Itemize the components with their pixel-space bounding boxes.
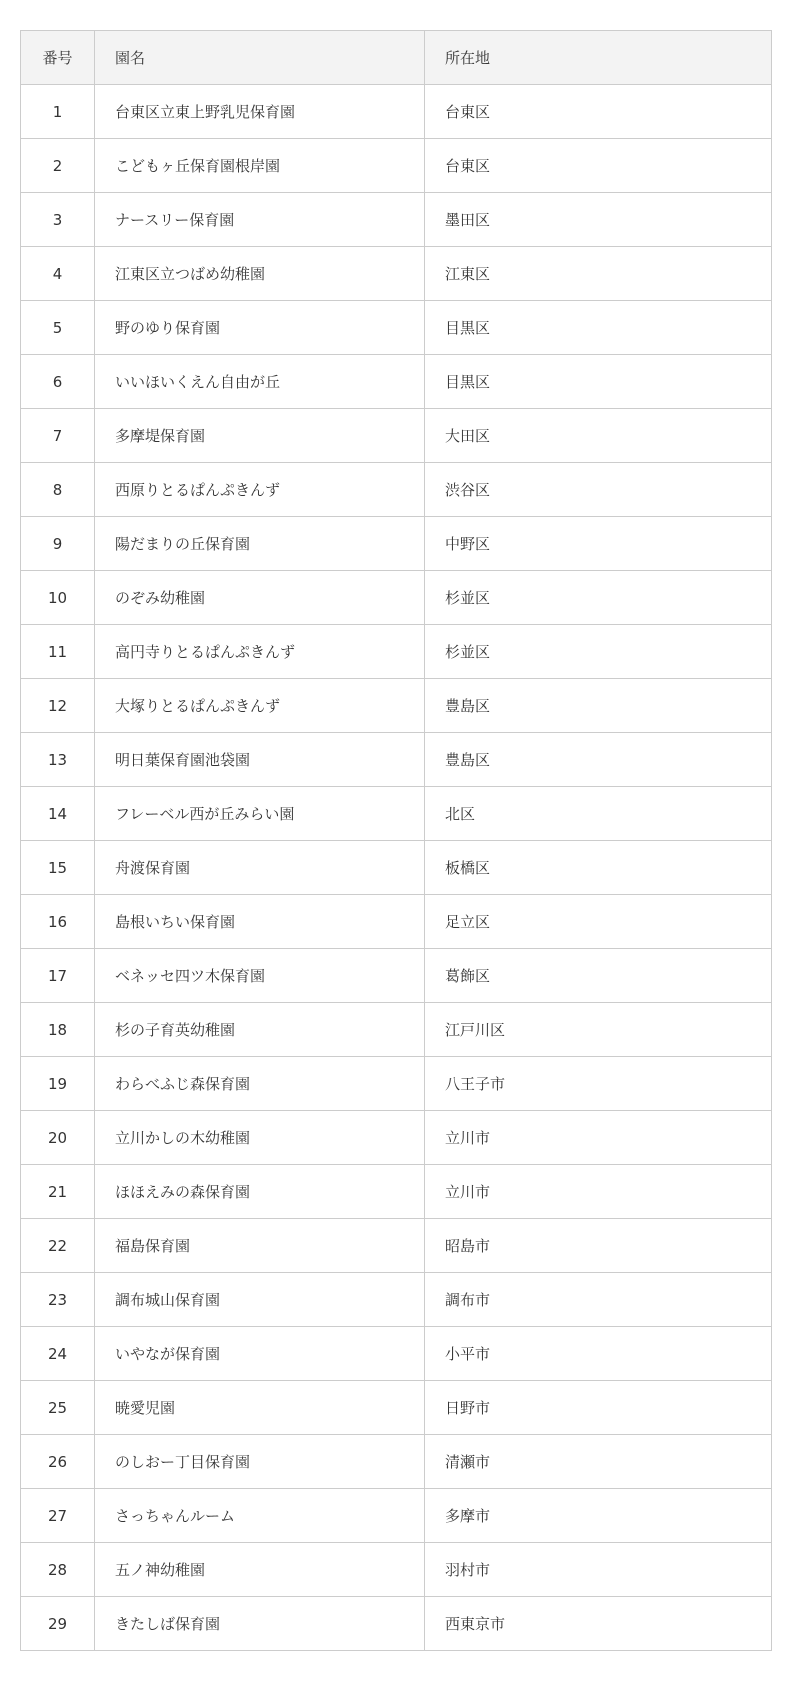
cell-name: 杉の子育英幼稚園 — [95, 1003, 425, 1057]
cell-location: 渋谷区 — [425, 463, 772, 517]
nursery-table — [20, 30, 772, 1651]
cell-number: 26 — [21, 1435, 95, 1489]
table-row — [21, 841, 772, 895]
cell-location: 小平市 — [425, 1327, 772, 1381]
table-row — [21, 1543, 772, 1597]
table-row — [21, 1489, 772, 1543]
cell-name: 五ノ神幼稚園 — [95, 1543, 425, 1597]
cell-location: 台東区 — [425, 139, 772, 193]
cell-name: 大塚りとるぱんぷきんず — [95, 679, 425, 733]
cell-name: 陽だまりの丘保育園 — [95, 517, 425, 571]
cell-number: 9 — [21, 517, 95, 571]
cell-number: 20 — [21, 1111, 95, 1165]
cell-location: 杉並区 — [425, 571, 772, 625]
cell-name: 江東区立つばめ幼稚園 — [95, 247, 425, 301]
cell-name: いいほいくえん自由が丘 — [95, 355, 425, 409]
cell-name: フレーベル西が丘みらい園 — [95, 787, 425, 841]
cell-name: 多摩堤保育園 — [95, 409, 425, 463]
cell-number: 12 — [21, 679, 95, 733]
cell-location: 立川市 — [425, 1165, 772, 1219]
cell-name: 野のゆり保育園 — [95, 301, 425, 355]
cell-name: ほほえみの森保育園 — [95, 1165, 425, 1219]
cell-name: のしおー丁目保育園 — [95, 1435, 425, 1489]
cell-name: のぞみ幼稚園 — [95, 571, 425, 625]
header-number: 番号 — [21, 31, 95, 85]
cell-number: 22 — [21, 1219, 95, 1273]
cell-number: 10 — [21, 571, 95, 625]
cell-name: いやなが保育園 — [95, 1327, 425, 1381]
header-location: 所在地 — [425, 31, 772, 85]
cell-location: 清瀬市 — [425, 1435, 772, 1489]
cell-number: 19 — [21, 1057, 95, 1111]
cell-location: 豊島区 — [425, 679, 772, 733]
cell-name: ナースリー保育園 — [95, 193, 425, 247]
table-row — [21, 1219, 772, 1273]
table-row — [21, 301, 772, 355]
table-row — [21, 193, 772, 247]
cell-number: 28 — [21, 1543, 95, 1597]
cell-number: 1 — [21, 85, 95, 139]
table-row — [21, 85, 772, 139]
table-row — [21, 625, 772, 679]
cell-number: 3 — [21, 193, 95, 247]
cell-location: 多摩市 — [425, 1489, 772, 1543]
cell-name: 島根いちい保育園 — [95, 895, 425, 949]
table-row — [21, 409, 772, 463]
cell-name: 舟渡保育園 — [95, 841, 425, 895]
table-row — [21, 895, 772, 949]
cell-location: 大田区 — [425, 409, 772, 463]
cell-number: 7 — [21, 409, 95, 463]
table-row — [21, 1057, 772, 1111]
cell-number: 25 — [21, 1381, 95, 1435]
cell-number: 6 — [21, 355, 95, 409]
cell-location: 調布市 — [425, 1273, 772, 1327]
table-row — [21, 787, 772, 841]
header-name: 園名 — [95, 31, 425, 85]
cell-number: 2 — [21, 139, 95, 193]
cell-name: こどもヶ丘保育園根岸園 — [95, 139, 425, 193]
table-row — [21, 679, 772, 733]
header-row — [21, 31, 772, 85]
cell-location: 日野市 — [425, 1381, 772, 1435]
cell-number: 21 — [21, 1165, 95, 1219]
cell-name: ベネッセ四ツ木保育園 — [95, 949, 425, 1003]
cell-number: 11 — [21, 625, 95, 679]
cell-name: 立川かしの木幼稚園 — [95, 1111, 425, 1165]
table-row — [21, 517, 772, 571]
table-row — [21, 1111, 772, 1165]
table-body — [21, 85, 772, 1651]
cell-name: 高円寺りとるぱんぷきんず — [95, 625, 425, 679]
cell-location: 目黒区 — [425, 301, 772, 355]
cell-number: 4 — [21, 247, 95, 301]
table-row — [21, 1273, 772, 1327]
cell-location: 江戸川区 — [425, 1003, 772, 1057]
table-row — [21, 355, 772, 409]
cell-location: 足立区 — [425, 895, 772, 949]
table-row — [21, 1435, 772, 1489]
cell-number: 8 — [21, 463, 95, 517]
cell-location: 墨田区 — [425, 193, 772, 247]
table-row — [21, 1597, 772, 1651]
table-row — [21, 139, 772, 193]
cell-number: 17 — [21, 949, 95, 1003]
table-row — [21, 1327, 772, 1381]
cell-location: 葛飾区 — [425, 949, 772, 1003]
cell-name: きたしば保育園 — [95, 1597, 425, 1651]
cell-number: 24 — [21, 1327, 95, 1381]
cell-name: 調布城山保育園 — [95, 1273, 425, 1327]
cell-location: 杉並区 — [425, 625, 772, 679]
cell-location: 豊島区 — [425, 733, 772, 787]
cell-number: 16 — [21, 895, 95, 949]
table-header — [21, 31, 772, 85]
table-row — [21, 571, 772, 625]
cell-location: 北区 — [425, 787, 772, 841]
cell-location: 目黒区 — [425, 355, 772, 409]
table-row — [21, 463, 772, 517]
cell-location: 八王子市 — [425, 1057, 772, 1111]
cell-name: わらべふじ森保育園 — [95, 1057, 425, 1111]
cell-location: 立川市 — [425, 1111, 772, 1165]
table-row — [21, 1381, 772, 1435]
cell-number: 23 — [21, 1273, 95, 1327]
cell-name: 西原りとるぱんぷきんず — [95, 463, 425, 517]
cell-name: 明日葉保育園池袋園 — [95, 733, 425, 787]
cell-name: 福島保育園 — [95, 1219, 425, 1273]
nursery-table-container — [20, 30, 771, 1651]
cell-number: 15 — [21, 841, 95, 895]
cell-location: 江東区 — [425, 247, 772, 301]
cell-location: 台東区 — [425, 85, 772, 139]
cell-name: 台東区立東上野乳児保育園 — [95, 85, 425, 139]
cell-number: 27 — [21, 1489, 95, 1543]
cell-location: 羽村市 — [425, 1543, 772, 1597]
cell-number: 29 — [21, 1597, 95, 1651]
cell-location: 昭島市 — [425, 1219, 772, 1273]
cell-location: 中野区 — [425, 517, 772, 571]
cell-number: 13 — [21, 733, 95, 787]
cell-name: さっちゃんルーム — [95, 1489, 425, 1543]
cell-location: 西東京市 — [425, 1597, 772, 1651]
table-row — [21, 1165, 772, 1219]
cell-location: 板橋区 — [425, 841, 772, 895]
cell-name: 暁愛児園 — [95, 1381, 425, 1435]
table-row — [21, 1003, 772, 1057]
table-row — [21, 949, 772, 1003]
table-row — [21, 247, 772, 301]
cell-number: 14 — [21, 787, 95, 841]
cell-number: 18 — [21, 1003, 95, 1057]
table-row — [21, 733, 772, 787]
cell-number: 5 — [21, 301, 95, 355]
